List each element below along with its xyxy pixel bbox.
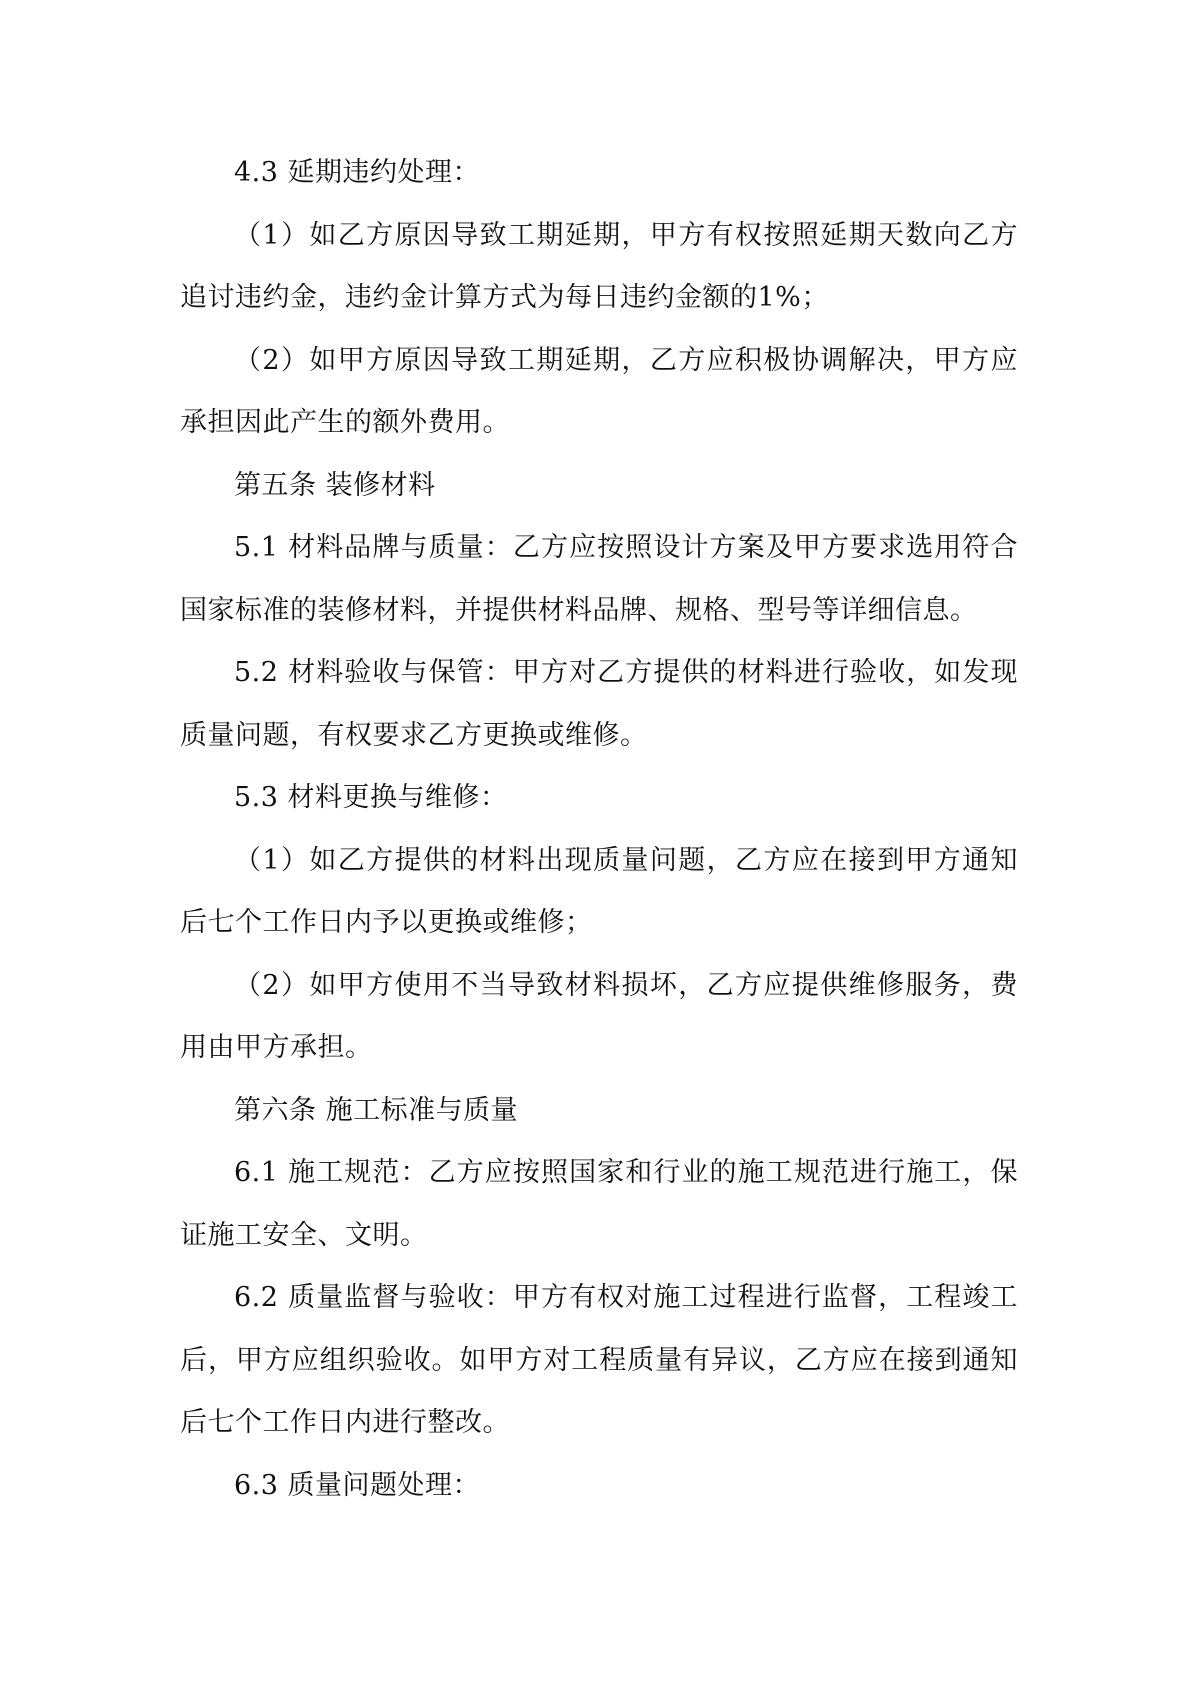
clause-5-2: 5.2 材料验收与保管：甲方对乙方提供的材料进行验收，如发现质量问题，有权要求乙方更换或维修。 xyxy=(180,657,1018,751)
clause-5-3-heading: 5.3 材料更换与维修： xyxy=(234,782,508,813)
clause-5-3-item-1: （1）如乙方提供的材料出现质量问题，乙方应在接到甲方通知后七个工作日内予以更换或维修； xyxy=(180,844,1018,938)
clause-5-3-item-2: （2）如甲方使用不当导致材料损坏，乙方应提供维修服务，费用由甲方承担。 xyxy=(180,969,1018,1063)
article-6-heading: 第六条 施工标准与质量 xyxy=(234,1094,519,1126)
article-5-heading: 第五条 装修材料 xyxy=(234,469,436,501)
clause-4-3-item-2: （2）如甲方原因导致工期延期，乙方应积极协调解决，甲方应承担因此产生的额外费用。 xyxy=(180,344,1018,438)
clause-6-2: 6.2 质量监督与验收：甲方有权对施工过程进行监督，工程竣工后，甲方应组织验收。如甲方对工程质量有异议，乙方应在接到通知后七个工作日内进行整改。 xyxy=(180,1282,1018,1438)
clause-6-3-heading: 6.3 质量问题处理： xyxy=(234,1469,481,1501)
document-body xyxy=(180,142,1018,1517)
clause-5-1: 5.1 材料品牌与质量：乙方应按照设计方案及甲方要求选用符合国家标准的装修材料，并提供材料品牌、规格、型号等详细信息。 xyxy=(180,532,1018,626)
clause-6-1: 6.1 施工规范：乙方应按照国家和行业的施工规范进行施工，保证施工安全、文明。 xyxy=(180,1157,1018,1251)
clause-4-3-item-1: （1）如乙方原因导致工期延期，甲方有权按照延期天数向乙方追讨违约金，违约金计算方式为每日违约金额的1%； xyxy=(180,219,1018,313)
clause-4-3-heading: 4.3 延期违约处理： xyxy=(234,157,481,188)
